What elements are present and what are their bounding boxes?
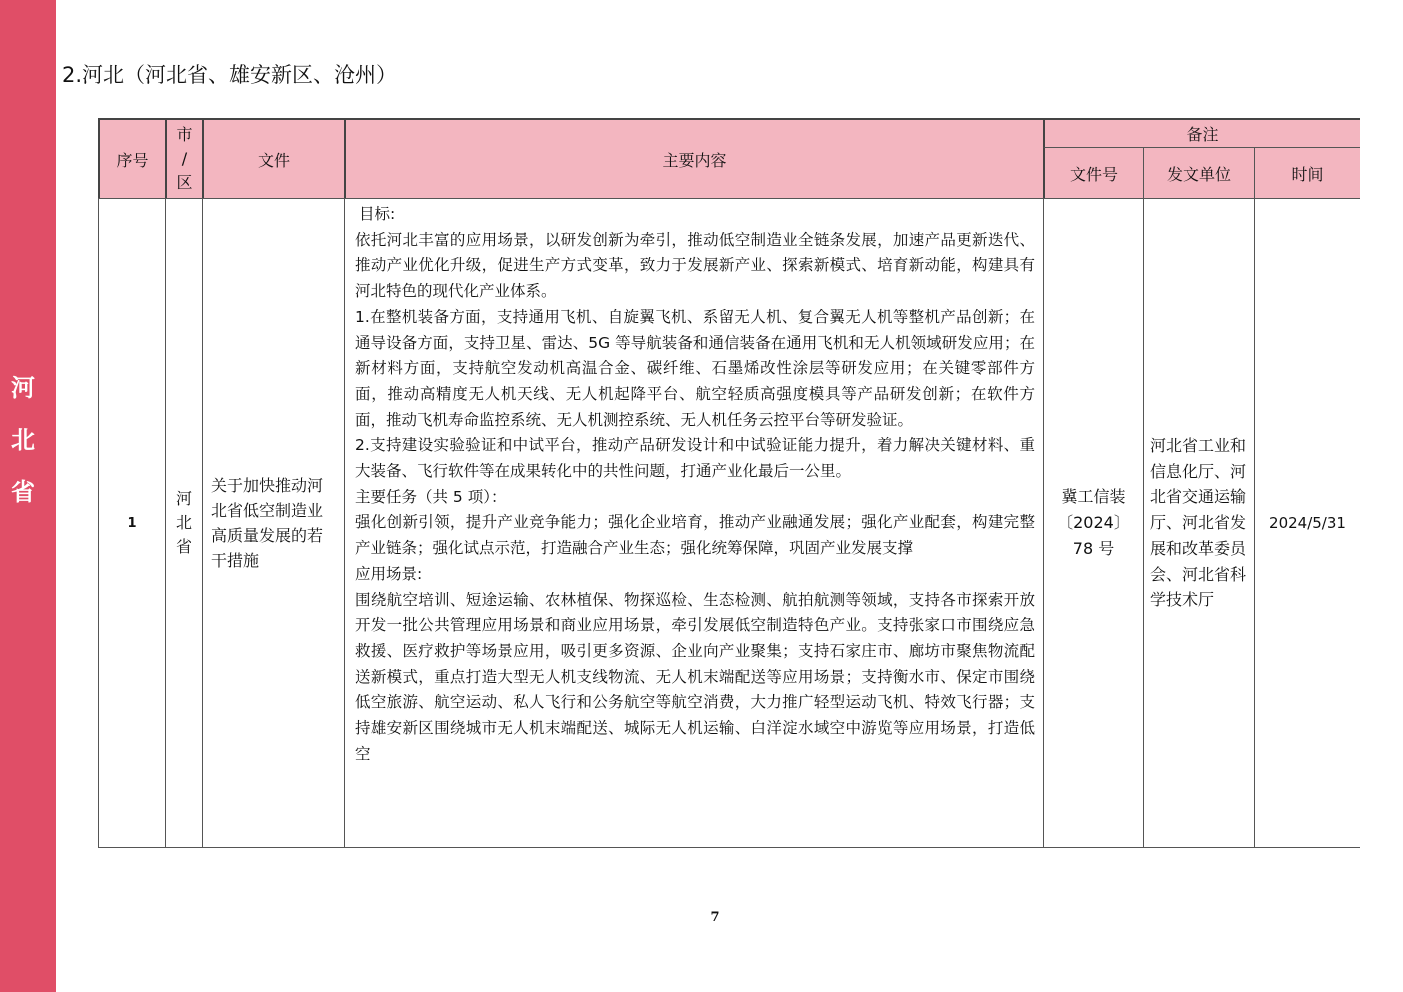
header-city-char: 市 (176, 125, 193, 144)
section-title: 2.河北（河北省、雄安新区、沧州） (62, 63, 398, 87)
row-date: 2024/5/31 (1254, 198, 1360, 848)
header-issuer: 发文单位 (1143, 147, 1254, 198)
header-remarks: 备注 (1043, 118, 1360, 147)
header-city-char: 区 (176, 173, 193, 192)
row-city-char: 北 (175, 513, 192, 532)
content-paragraph: 2.支持建设实验验证和中试平台，推动产品研发设计和中试验证能力提升，着力解决关键材料、重大装备、飞行软件等在成果转化中的共性问题，打通产业化最后一公里。 (355, 436, 1035, 481)
content-paragraph: 应用场景: (355, 564, 423, 583)
content-paragraph: 依托河北丰富的应用场景，以研发创新为牵引，推动低空制造业全链条发展，加速产品更新迭代、推动产业优化升级，促进生产方式变革，致力于发展新产业、探索新模式、培育新动能，构建具有河北特色的现代化产业体系。 (355, 230, 1035, 301)
page-number: 7 (710, 910, 720, 925)
header-city-char: / (181, 149, 188, 168)
content-paragraph: 1.在整机装备方面，支持通用飞机、自旋翼飞机、系留无人机、复合翼无人机等整机产品创新；在通导设备方面，支持卫星、雷达、5G 等导航装备和通信装备在通用飞机和无人机领域研发应用；在新材料方面，支持航空发动机高温合金、碳纤维、石墨烯改性涂层等研发应用；在关键零部件方面，推动高精度无人机天线、无人机起降平台、航空轻质高强度模具等产品研发创新；在软件方面，推动飞机寿命监控系统、无人机测控系统、无人机任务云控平台等研发验证。 (355, 307, 1035, 429)
content-paragraph: 强化创新引领，提升产业竞争能力；强化企业培育，推动产业融通发展；强化产业配套，构建完整产业链条；强化试点示范，打造融合产业生态；强化统筹保障，巩固产业发展支撑 (355, 513, 1035, 558)
header-main-content: 主要内容 (344, 118, 1043, 198)
side-label-char: 河 (11, 374, 35, 402)
header-doc-number: 文件号 (1043, 147, 1143, 198)
header-city (165, 118, 202, 198)
content-paragraph: 目标: (359, 205, 396, 223)
row-issuer: 河北省工业和信息化厅、河北省交通运输厅、河北省发展和改革委员会、河北省科学技术厅 (1143, 198, 1254, 848)
row-doc-number: 冀工信装〔2024〕78 号 (1043, 198, 1143, 848)
header-document: 文件 (202, 118, 344, 198)
content-paragraph: 围绕航空培训、短途运输、农林植保、物探巡检、生态检测、航拍航测等领域，支持各市探索开放开发一批公共管理应用场景和商业应用场景，牵引发展低空制造特色产业。支持张家口市围绕应急救援、医疗救护等场景应用，吸引更多资源、企业向产业聚集；支持石家庄市、廊坊市聚焦物流配送新模式，重点打造大型无人机支线物流、无人机末端配送等应用场景；支持衡水市、保定市围绕低空旅游、航空运动、私人飞行和公务航空等航空消费，大力推广轻型运动飞机、特效飞行器；支持雄安新区围绕城市无人机末端配送、城际无人机运输、白洋淀水域空中游览等应用场景，打造低空 (355, 590, 1035, 763)
row-city-char: 河 (175, 489, 192, 508)
side-band (0, 0, 56, 992)
header-index: 序号 (98, 118, 165, 198)
side-label-char: 北 (11, 426, 35, 454)
row-city-char: 省 (175, 537, 192, 556)
header-date: 时间 (1254, 147, 1360, 198)
side-label-char: 省 (11, 478, 35, 506)
content-paragraph: 主要任务（共 5 项）： (355, 487, 507, 506)
side-province-label (0, 362, 46, 518)
main-content-text (355, 202, 1035, 767)
row-document-title: 关于加快推动河北省低空制造业高质量发展的若干措施 (202, 198, 344, 848)
row-city (165, 198, 202, 848)
row-index: 1 (98, 198, 165, 848)
